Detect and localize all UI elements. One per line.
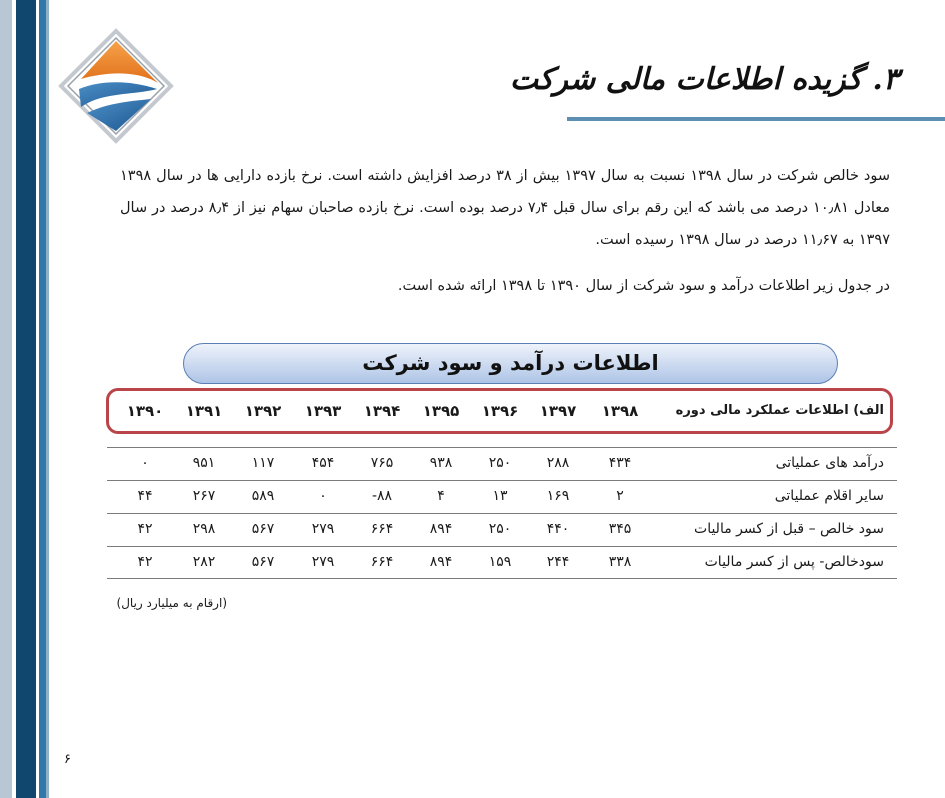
table-cell: ۰ bbox=[141, 455, 149, 471]
table-rule bbox=[107, 447, 897, 448]
table-cell: ۴۴ bbox=[137, 488, 153, 504]
table-cell: ۸۹۴ bbox=[429, 521, 453, 537]
year-header: ۱۳۹۴ bbox=[363, 402, 401, 420]
table-cell: ۲۷۹ bbox=[311, 554, 335, 570]
table-cell: ۲۵۰ bbox=[488, 455, 512, 471]
row-label: درآمد های عملیاتی bbox=[775, 455, 884, 471]
year-header: ۱۳۹۳ bbox=[304, 402, 342, 420]
table-cell: ۵۶۷ bbox=[251, 521, 275, 537]
units-note: (ارقام به میلیارد ریال) bbox=[116, 596, 227, 610]
table-rule bbox=[107, 546, 897, 547]
company-logo-icon bbox=[57, 27, 175, 145]
table-title: اطلاعات درآمد و سود شرکت bbox=[183, 343, 838, 384]
year-header: ۱۳۹۶ bbox=[481, 402, 519, 420]
table-cell: ۴۵۴ bbox=[311, 455, 335, 471]
page-number: ۶ bbox=[64, 752, 71, 767]
table-cell: ۲۸۸ bbox=[546, 455, 570, 471]
intro-paragraph: سود خالص شرکت در سال ۱۳۹۸ نسبت به سال ۱۳۹۷ بیش از ۳۸ درصد افزایش داشته است. نرخ بازده دارایی ها در سال ۱۳۹۸ معادل ۱۰٫۸۱ درصد می باشد که این رقم برای سال قبل ۷٫۴ درصد بوده است. نرخ بازده صاحبان سهام نیز از ۸٫۴ درصد در سال ۱۳۹۷ به ۱۱٫۶۷ درصد در سال ۱۳۹۸ رسیده است. bbox=[120, 168, 891, 248]
table-cell: ۲۵۰ bbox=[488, 521, 512, 537]
table-cell: ۱۶۹ bbox=[546, 488, 570, 504]
table-intro-paragraph: در جدول زیر اطلاعات درآمد و سود شرکت از سال ۱۳۹۰ تا ۱۳۹۸ ارائه شده است. bbox=[397, 278, 890, 294]
table-header-label: الف) اطلاعات عملکرد مالی دوره bbox=[675, 403, 884, 418]
table-cell: ۷۶۵ bbox=[370, 455, 394, 471]
page-title: ۳. گزیده اطلاعات مالی شرکت bbox=[509, 62, 899, 97]
table-cell: ۴۲ bbox=[137, 554, 153, 570]
year-header: ۱۳۹۵ bbox=[422, 402, 460, 420]
table-cell: ۹۵۱ bbox=[192, 455, 216, 471]
table-cell: ۴۴۰ bbox=[546, 521, 570, 537]
table-cell: ۹۳۸ bbox=[429, 455, 453, 471]
table-rule bbox=[107, 578, 897, 579]
table-rule bbox=[107, 513, 897, 514]
left-decor-bar bbox=[16, 0, 36, 798]
table-cell: ۴۳۴ bbox=[608, 455, 632, 471]
table-cell: ۲۴۴ bbox=[546, 554, 570, 570]
table-cell: ۱۳ bbox=[492, 488, 508, 504]
left-decor-bar bbox=[39, 0, 46, 798]
row-label: سودخالص- پس از کسر مالیات bbox=[704, 554, 884, 570]
year-header: ۱۳۹۲ bbox=[244, 402, 282, 420]
table-cell: ۵۶۷ bbox=[251, 554, 275, 570]
table-cell: ۲۷۹ bbox=[311, 521, 335, 537]
table-cell: ۱۱۷ bbox=[251, 455, 275, 471]
year-header: ۱۳۹۰ bbox=[126, 402, 164, 420]
table-cell: ۲ bbox=[616, 488, 624, 504]
table-cell: ۴۲ bbox=[137, 521, 153, 537]
table-cell: -۸۸ bbox=[371, 488, 393, 504]
table-cell: ۳۴۵ bbox=[608, 521, 632, 537]
left-decor-bar bbox=[0, 0, 12, 798]
row-label: سایر اقلام عملیاتی bbox=[774, 488, 884, 504]
year-header: ۱۳۹۸ bbox=[601, 402, 639, 420]
year-header: ۱۳۹۷ bbox=[539, 402, 577, 420]
table-cell: ۶۶۴ bbox=[370, 521, 394, 537]
table-cell: ۱۵۹ bbox=[488, 554, 512, 570]
table-cell: ۲۶۷ bbox=[192, 488, 216, 504]
table-cell: ۶۶۴ bbox=[370, 554, 394, 570]
title-underline bbox=[567, 117, 945, 121]
table-cell: ۴ bbox=[437, 488, 445, 504]
table-cell: ۳۳۸ bbox=[608, 554, 632, 570]
table-cell: ۰ bbox=[319, 488, 327, 504]
left-decor-bar bbox=[46, 0, 49, 798]
year-header: ۱۳۹۱ bbox=[185, 402, 223, 420]
table-cell: ۵۸۹ bbox=[251, 488, 275, 504]
row-label: سود خالص – قبل از کسر مالیات bbox=[694, 521, 884, 537]
table-cell: ۲۹۸ bbox=[192, 521, 216, 537]
table-cell: ۸۹۴ bbox=[429, 554, 453, 570]
table-rule bbox=[107, 480, 897, 481]
table-cell: ۲۸۲ bbox=[192, 554, 216, 570]
